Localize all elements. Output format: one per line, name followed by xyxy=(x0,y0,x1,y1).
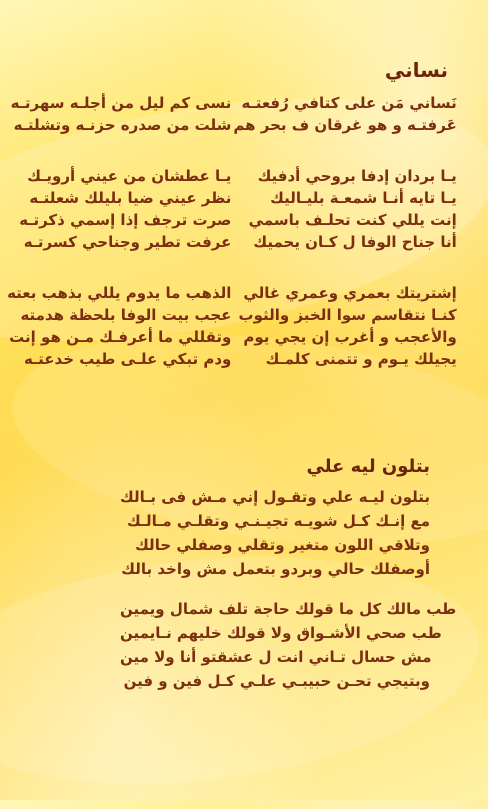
poem1-block3-right-line-2: كنـا نتقاسم سوا الخبز والثوب xyxy=(238,306,457,324)
poem2-section xyxy=(120,456,457,709)
poem2-stanza2-line-3: مش حسال تـاني انت ل عشقتو أنا ولا مين xyxy=(120,648,432,666)
poem1-block2-left-line-1: يـا عطشان من عيني أرويـك xyxy=(27,167,232,185)
poem1-block-2 xyxy=(19,165,457,253)
poem1-block2-left-line-3: صرت ترجف إذا إسمي ذكرتـه xyxy=(19,211,232,229)
poem1-block2-right-line-1: يـا بردان إدفا بروحي أدفيك xyxy=(257,167,457,185)
poem1-block3-left-column xyxy=(7,282,232,370)
poem1-title: نساني xyxy=(384,58,448,82)
poem1-block3-left-line-1: الذهب ما يدوم يللي بذهب بعته xyxy=(7,284,232,302)
poem1-block3-right-line-1: إشتريتك بعمري وعمري غالي xyxy=(243,284,457,302)
poem1-block-3 xyxy=(7,282,457,370)
poem1-block3-left-line-4: ودم تبكي علـى طيب خدعتـه xyxy=(23,350,232,368)
poem1-block2-right-column xyxy=(248,165,457,253)
poem1-block1-left-line-1: نسى كم ليل من أجلـه سهرتـه xyxy=(10,94,232,112)
poem2-stanza2-line-4: وبتيجي تحـن حبيبـي علـي كـل فين و فين xyxy=(123,672,430,690)
poem1-block2-right-line-2: يـا تايه أنـا شمعـة بليـاليك xyxy=(270,189,457,207)
poem1-block3-left-line-2: عجب بيت الوفا بلحظة هدمته xyxy=(20,306,232,324)
poem1-block3-left-line-3: وتقللي ما أعرفـك مـن هو إنت xyxy=(9,328,232,346)
poem1-block1-right-line-1: نَساني مَن على كتافي رُفعتـه xyxy=(241,94,457,112)
poem1-block2-left-column xyxy=(19,165,232,253)
poem1-block2-left-line-4: عرفت تطير وجناحي كسرتـه xyxy=(23,233,232,251)
poem1-block1-left-column xyxy=(10,92,232,136)
poem2-stanza1-line-4: أوصفلك حالي وبردو بتعمل مش واخد بالك xyxy=(121,560,430,578)
poem2-stanza2-line-2: طب صحي الأشـواق ولا قولك خليهم نـايمين xyxy=(120,624,442,642)
poem1-block1-left-line-2: شلت من صدره حزنـه وتشلتـه xyxy=(13,116,232,134)
poem2-title: بتلون ليه علي xyxy=(306,456,430,477)
poem2-stanza1-line-1: بتلون ليـه علي وتقـول إني مـش فى بـالك xyxy=(120,488,431,506)
poem1-block1-right-line-2: عَرفتـه و هو غرقان ف بحر هم xyxy=(233,116,457,134)
poem1-block-1 xyxy=(10,92,457,136)
poem2-stanza-1 xyxy=(120,485,430,581)
poem1-block3-right-line-3: والأعجب و أغرب إن يجي يوم xyxy=(243,328,457,346)
poem1-block3-right-line-4: يجيلك يـوم و تتمنى كلمـك xyxy=(265,350,457,368)
poem1-block2-left-line-2: نظر عيني ضيا بليلك شعلتـه xyxy=(29,189,232,207)
poem2-stanza2-line-1: طب مالك كل ما قولك حاجة تلف شمال ويمين xyxy=(120,600,457,618)
poem1-block2-right-line-3: إنت يللي كنت تحلـف باسمي xyxy=(248,211,457,229)
poem2-stanza1-line-3: وتلاقي اللون متغير وتقلي وصفلي حالك xyxy=(135,536,430,554)
poem2-stanza1-line-2: مع إنـك كـل شويـه تجيـنـي وتقلـي مـالـك xyxy=(126,512,430,530)
poem1-block1-right-column xyxy=(233,92,457,136)
poem2-stanza-2 xyxy=(120,597,457,693)
poem1-block2-right-line-4: أنا جناح الوفا ل كـان يحميك xyxy=(253,233,457,251)
poem1-block3-right-column xyxy=(238,282,457,370)
